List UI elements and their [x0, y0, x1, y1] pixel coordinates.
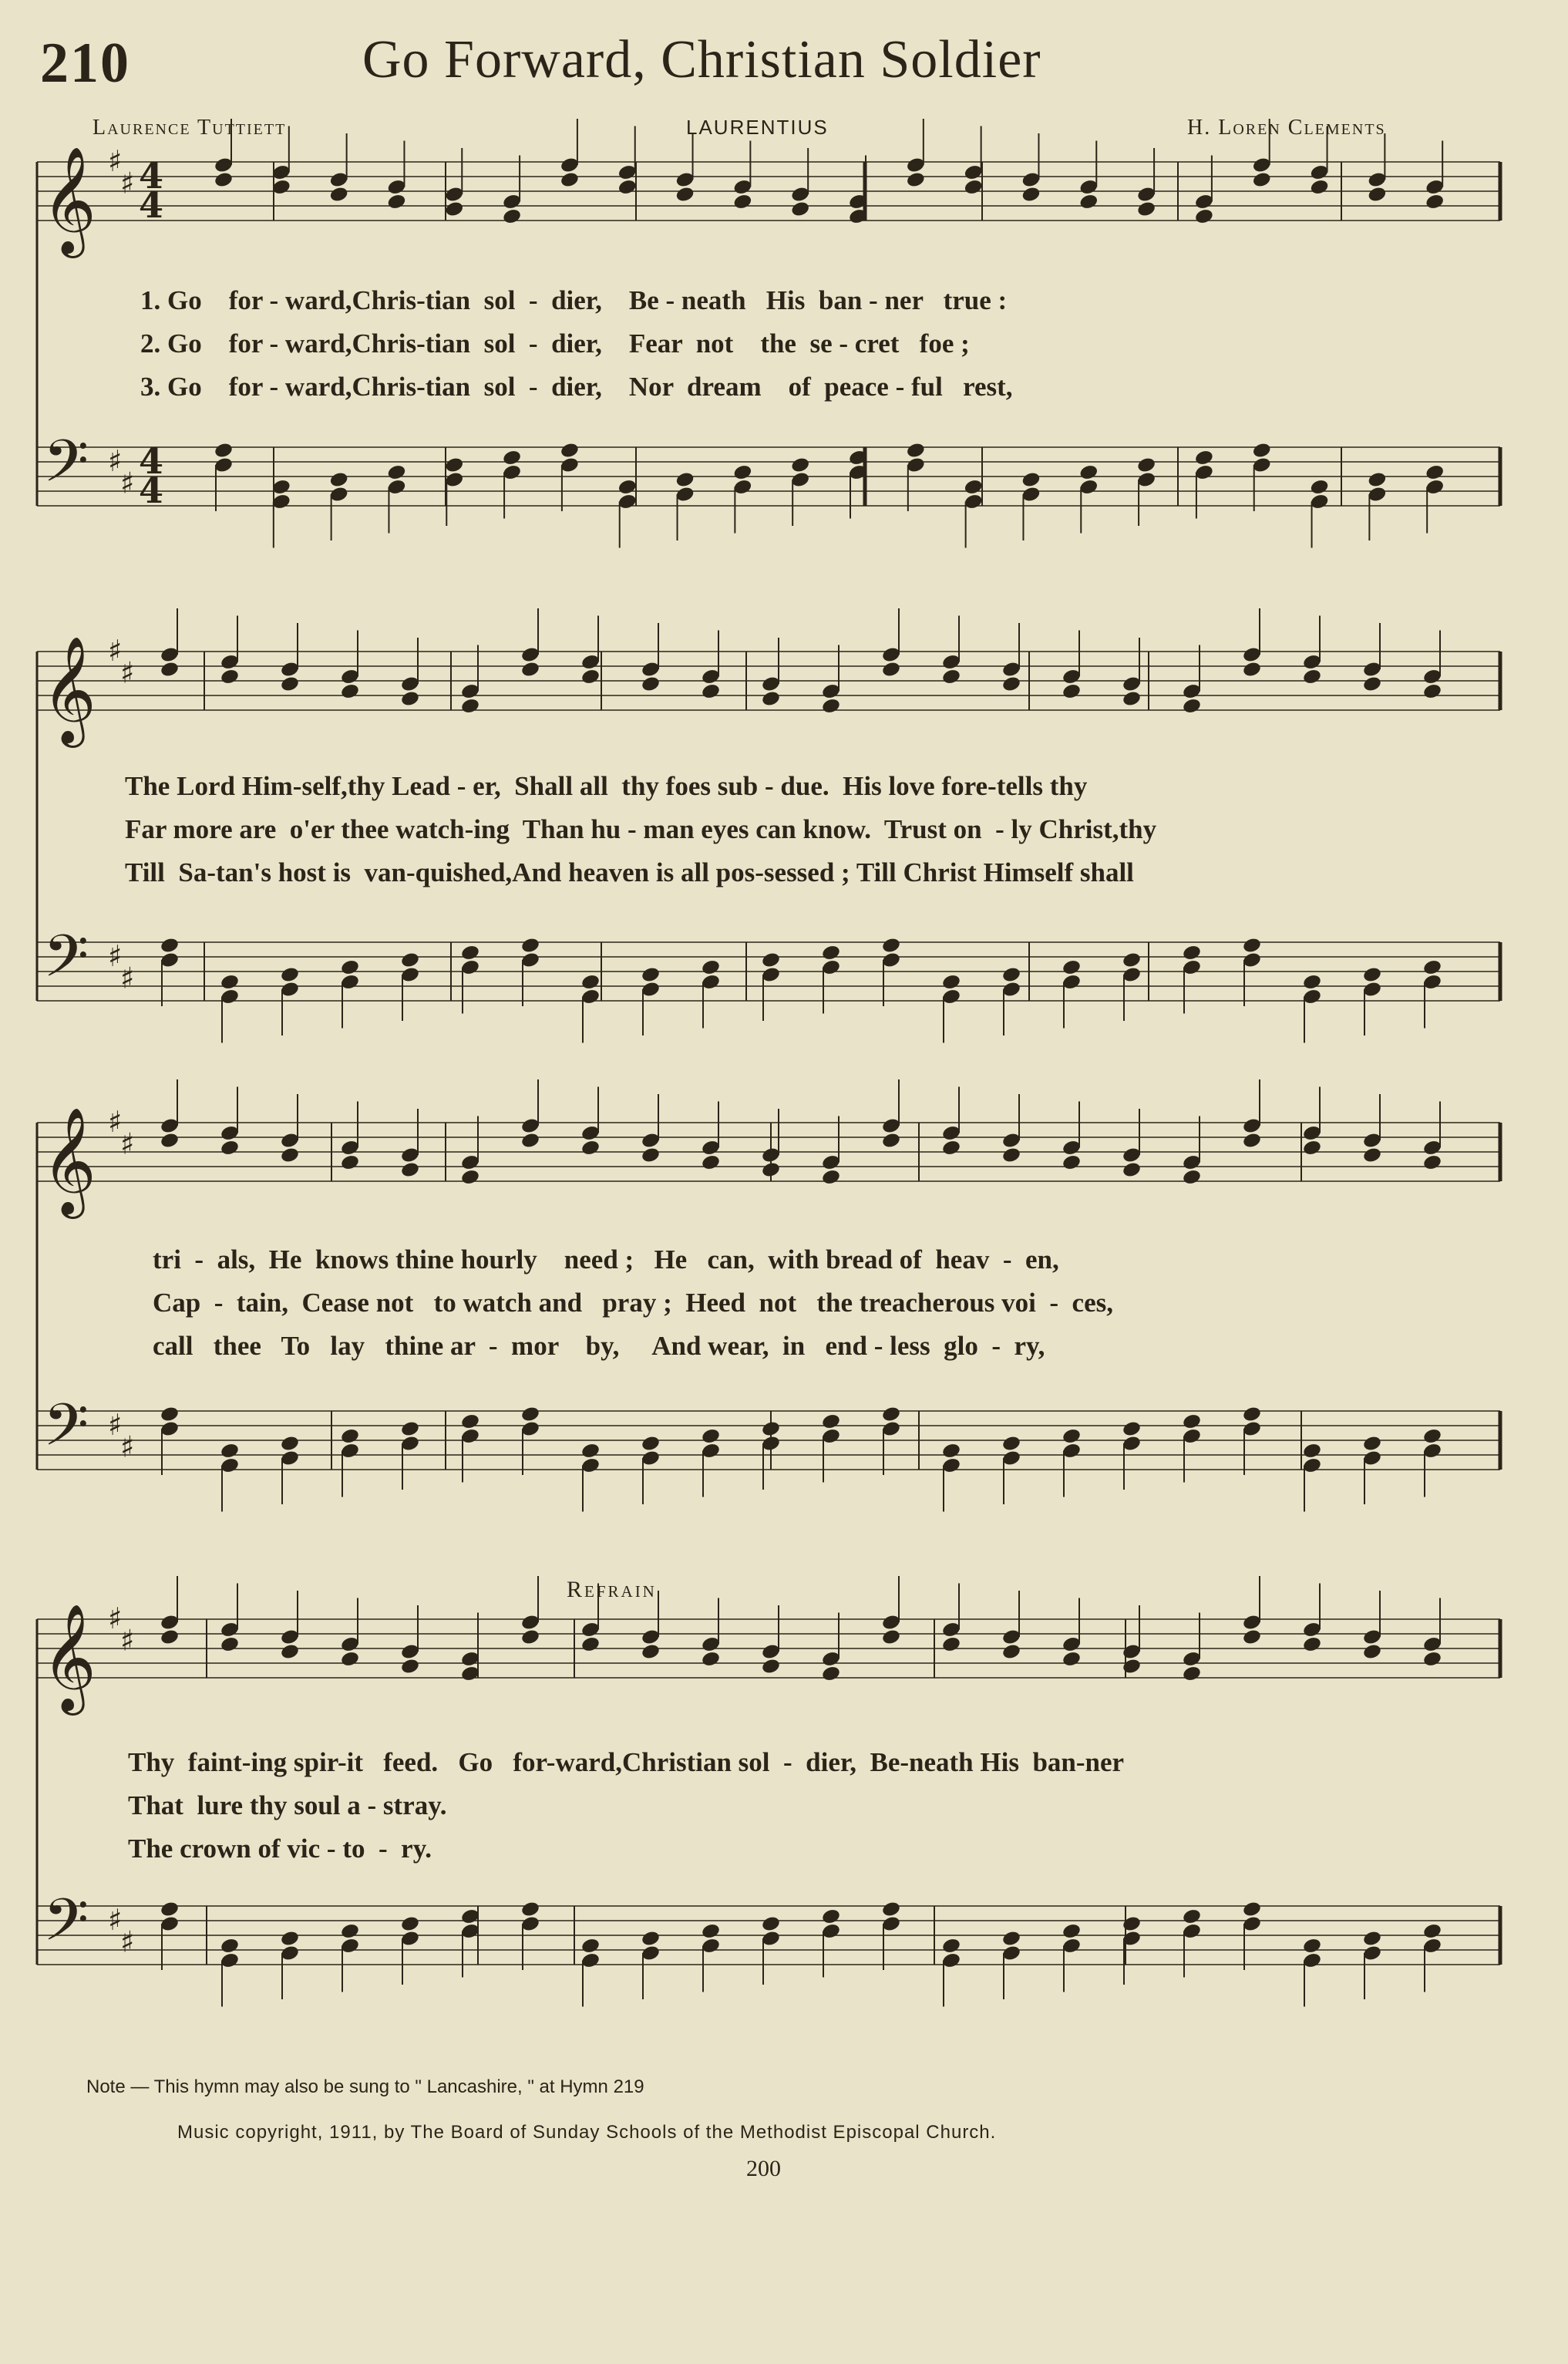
treble-clef-icon: 𝄞: [42, 636, 96, 743]
note-head: [460, 697, 480, 715]
key-signature-sharp-icon: ♯: [108, 1408, 123, 1442]
note-head: [881, 1132, 901, 1150]
note-head: [400, 1420, 420, 1438]
note-head: [1242, 1901, 1262, 1918]
note-head: [1302, 973, 1322, 991]
note-head: [400, 1915, 420, 1933]
note-head: [280, 1147, 300, 1164]
note-head: [761, 1161, 781, 1179]
note-head: [460, 1168, 480, 1186]
note-head: [1309, 178, 1329, 196]
note-head: [340, 1427, 360, 1445]
note-head: [1182, 1413, 1202, 1430]
note-head: [1062, 1922, 1082, 1940]
note-head: [1194, 449, 1214, 466]
note-head: [1001, 966, 1021, 984]
note-head: [580, 973, 601, 991]
note-head: [520, 937, 540, 955]
note-head: [641, 1147, 661, 1164]
treble-clef-icon: 𝄞: [42, 146, 96, 254]
note-head: [701, 1922, 721, 1940]
note-head: [1194, 207, 1214, 225]
note-head: [1252, 442, 1272, 460]
note-head: [400, 1658, 420, 1675]
note-head: [701, 1153, 721, 1171]
note-head: [1182, 944, 1202, 961]
note-head: [701, 1650, 721, 1668]
note-head: [1062, 958, 1082, 976]
note-head: [1302, 1139, 1322, 1157]
key-signature-sharp-icon: ♯: [120, 1925, 135, 1959]
note-head: [1362, 675, 1382, 693]
note-head: [964, 178, 984, 196]
note-head: [1001, 1435, 1021, 1453]
note-head: [400, 690, 420, 708]
note-head: [220, 668, 240, 685]
note-head: [214, 171, 234, 189]
note-head: [560, 171, 580, 189]
note-head: [941, 973, 961, 991]
note-head: [1422, 958, 1442, 976]
note-head: [400, 951, 420, 969]
note-head: [580, 1635, 601, 1653]
note-head: [386, 463, 406, 481]
note-head: [1242, 661, 1262, 679]
key-signature-sharp-icon: ♯: [108, 144, 123, 178]
performance-note: Note — This hymn may also be sung to " Lancashire, " at Hymn 219: [86, 2076, 644, 2097]
lyric-verse-1: Thy faint-ing spir-it feed. Go for-ward,Christian sol - dier, Be-neath His ban-ner: [128, 1747, 1125, 1777]
note-head: [1001, 675, 1021, 693]
note-head: [520, 1628, 540, 1646]
note-head: [520, 1901, 540, 1918]
treble-clef-icon: 𝄞: [42, 1604, 96, 1711]
note-head: [617, 178, 638, 196]
note-head: [1182, 1908, 1202, 1925]
note-head: [1362, 1930, 1382, 1948]
note-head: [1182, 1665, 1202, 1682]
note-head: [520, 1132, 540, 1150]
bass-clef-icon: 𝄢: [43, 427, 89, 510]
lyric-verse-3: call thee To lay thine ar - mor by, And wear, in end - less glo - ry,: [153, 1331, 1045, 1361]
note-head: [1362, 966, 1382, 984]
note-head: [220, 1442, 240, 1460]
note-head: [732, 463, 752, 481]
time-signature: 4: [139, 184, 164, 226]
note-head: [1122, 1915, 1142, 1933]
note-head: [400, 1161, 420, 1179]
note-head: [964, 478, 984, 496]
time-signature: 4: [139, 155, 164, 197]
lyric-verse-3: The crown of vic - to - ry.: [128, 1834, 432, 1864]
note-head: [675, 186, 695, 204]
note-head: [340, 1153, 360, 1171]
note-head: [1242, 937, 1262, 955]
note-head: [1021, 471, 1041, 489]
note-head: [502, 449, 522, 466]
note-head: [520, 661, 540, 679]
key-signature-sharp-icon: ♯: [120, 1430, 135, 1464]
note-head: [761, 1658, 781, 1675]
note-head: [1302, 1442, 1322, 1460]
note-head: [1122, 951, 1142, 969]
lyric-verse-2: Far more are o'er thee watch-ing Than hu - man eyes can know. Trust on - ly Christ,thy: [125, 814, 1157, 844]
note-head: [1136, 200, 1156, 218]
note-head: [1001, 1643, 1021, 1661]
note-head: [941, 1937, 961, 1955]
refrain-label: Refrain: [567, 1577, 657, 1602]
lyric-verse-2: 2. Go for - ward,Chris-tian sol - dier, Fear not the se - cret foe ;: [140, 328, 970, 359]
note-head: [641, 1930, 661, 1948]
note-head: [502, 207, 522, 225]
note-head: [1362, 1643, 1382, 1661]
note-head: [1122, 1658, 1142, 1675]
note-head: [617, 478, 638, 496]
note-head: [1422, 1427, 1442, 1445]
note-head: [460, 944, 480, 961]
note-head: [1122, 1420, 1142, 1438]
note-head: [329, 471, 349, 489]
note-head: [1367, 471, 1387, 489]
note-head: [329, 186, 349, 204]
note-head: [732, 193, 752, 210]
note-head: [220, 973, 240, 991]
bass-clef-icon: 𝄢: [43, 1886, 89, 1968]
time-signature: 4: [139, 440, 164, 482]
note-head: [160, 937, 180, 955]
note-head: [941, 668, 961, 685]
key-signature-sharp-icon: ♯: [120, 655, 135, 690]
key-signature-sharp-icon: ♯: [120, 166, 135, 200]
note-head: [1078, 193, 1099, 210]
note-head: [1302, 1635, 1322, 1653]
note-head: [641, 1435, 661, 1453]
note-head: [941, 1635, 961, 1653]
note-head: [1252, 171, 1272, 189]
note-head: [1309, 478, 1329, 496]
note-head: [340, 1650, 360, 1668]
key-signature-sharp-icon: ♯: [108, 1903, 123, 1937]
note-head: [1362, 1147, 1382, 1164]
note-head: [444, 200, 464, 218]
key-signature-sharp-icon: ♯: [108, 1601, 123, 1635]
note-head: [906, 171, 926, 189]
note-head: [881, 1901, 901, 1918]
note-head: [701, 958, 721, 976]
author-credit: Laurence Tuttiett: [93, 116, 287, 140]
note-head: [160, 661, 180, 679]
note-head: [1302, 668, 1322, 685]
note-head: [1122, 690, 1142, 708]
note-head: [160, 1628, 180, 1646]
note-head: [160, 1901, 180, 1918]
lyric-verse-3: Till Sa-tan's host is van-quished,And heaven is all pos-sessed ; Till Christ Himself shall: [125, 857, 1134, 887]
note-head: [821, 1908, 841, 1925]
lyric-verse-1: The Lord Him-self,thy Lead - er, Shall all thy foes sub - due. His love fore-tells thy: [125, 771, 1088, 801]
note-head: [580, 1442, 601, 1460]
note-head: [906, 442, 926, 460]
note-head: [941, 1442, 961, 1460]
key-signature-sharp-icon: ♯: [108, 1105, 123, 1139]
key-signature-sharp-icon: ♯: [120, 1126, 135, 1161]
note-head: [1062, 682, 1082, 700]
note-head: [220, 1635, 240, 1653]
note-head: [580, 1139, 601, 1157]
key-signature-sharp-icon: ♯: [108, 444, 123, 478]
note-head: [1425, 193, 1445, 210]
note-head: [790, 200, 810, 218]
note-head: [580, 668, 601, 685]
note-head: [701, 682, 721, 700]
note-head: [520, 1406, 540, 1423]
note-head: [1136, 456, 1156, 474]
note-head: [641, 966, 661, 984]
note-head: [560, 442, 580, 460]
note-head: [580, 1937, 601, 1955]
note-head: [821, 1168, 841, 1186]
note-head: [1422, 682, 1442, 700]
note-head: [641, 675, 661, 693]
note-head: [1422, 1650, 1442, 1668]
lyric-verse-1: tri - als, He knows thine hourly need ; He can, with bread of heav - en,: [153, 1244, 1059, 1275]
hymn-title: Go Forward, Christian Soldier: [362, 30, 1041, 89]
time-signature: 4: [139, 470, 164, 511]
note-head: [1422, 1153, 1442, 1171]
note-head: [220, 1937, 240, 1955]
note-head: [340, 958, 360, 976]
note-head: [1062, 1427, 1082, 1445]
note-head: [821, 944, 841, 961]
note-head: [386, 193, 406, 210]
note-head: [280, 675, 300, 693]
note-head: [1242, 1132, 1262, 1150]
note-head: [1367, 186, 1387, 204]
note-head: [1242, 1628, 1262, 1646]
note-head: [881, 937, 901, 955]
note-head: [641, 1643, 661, 1661]
note-head: [460, 1413, 480, 1430]
note-head: [1001, 1930, 1021, 1948]
note-head: [821, 1665, 841, 1682]
note-head: [280, 1435, 300, 1453]
treble-clef-icon: 𝄞: [42, 1107, 96, 1214]
note-head: [1425, 463, 1445, 481]
note-head: [220, 1139, 240, 1157]
note-head: [761, 1915, 781, 1933]
note-head: [160, 1406, 180, 1423]
note-head: [1021, 186, 1041, 204]
note-head: [1362, 1435, 1382, 1453]
key-signature-sharp-icon: ♯: [108, 939, 123, 973]
key-signature-sharp-icon: ♯: [120, 466, 135, 500]
note-head: [1242, 1406, 1262, 1423]
note-head: [761, 1420, 781, 1438]
note-head: [1182, 697, 1202, 715]
note-head: [1001, 1147, 1021, 1164]
note-head: [1122, 1161, 1142, 1179]
note-head: [340, 682, 360, 700]
note-head: [1182, 1168, 1202, 1186]
bass-clef-icon: 𝄢: [43, 1391, 89, 1473]
note-head: [761, 690, 781, 708]
note-head: [881, 661, 901, 679]
tune-name: LAURENTIUS: [686, 116, 829, 139]
copyright-notice: Music copyright, 1911, by The Board of Sunday Schools of the Methodist Episcopal Church.: [177, 2122, 997, 2143]
note-head: [340, 1922, 360, 1940]
lyric-verse-2: That lure thy soul a - stray.: [128, 1790, 447, 1820]
note-head: [1302, 1937, 1322, 1955]
key-signature-sharp-icon: ♯: [120, 961, 135, 995]
note-head: [1422, 1922, 1442, 1940]
note-head: [821, 697, 841, 715]
note-head: [821, 1413, 841, 1430]
note-head: [761, 951, 781, 969]
note-head: [214, 442, 234, 460]
note-head: [160, 1132, 180, 1150]
note-head: [444, 456, 464, 474]
note-head: [280, 1643, 300, 1661]
note-head: [881, 1628, 901, 1646]
note-head: [1078, 463, 1099, 481]
note-head: [1062, 1153, 1082, 1171]
note-head: [941, 1139, 961, 1157]
note-head: [280, 966, 300, 984]
note-head: [280, 1930, 300, 1948]
page-number: 200: [746, 2156, 781, 2181]
key-signature-sharp-icon: ♯: [120, 1623, 135, 1658]
hymn-number: 210: [40, 32, 130, 95]
lyric-verse-1: 1. Go for - ward,Chris-tian sol - dier, Be - neath His ban - ner true :: [140, 285, 1008, 315]
lyric-verse-3: 3. Go for - ward,Chris-tian sol - dier, Nor dream of peace - ful rest,: [140, 372, 1013, 402]
composer-credit: H. Loren Clements: [1187, 116, 1386, 140]
key-signature-sharp-icon: ♯: [108, 634, 123, 668]
note-head: [881, 1406, 901, 1423]
note-head: [701, 1427, 721, 1445]
note-head: [1062, 1650, 1082, 1668]
note-head: [675, 471, 695, 489]
bass-clef-icon: 𝄢: [43, 922, 89, 1005]
lyric-verse-2: Cap - tain, Cease not to watch and pray ; Heed not the treacherous voi - ces,: [153, 1288, 1113, 1318]
note-head: [790, 456, 810, 474]
